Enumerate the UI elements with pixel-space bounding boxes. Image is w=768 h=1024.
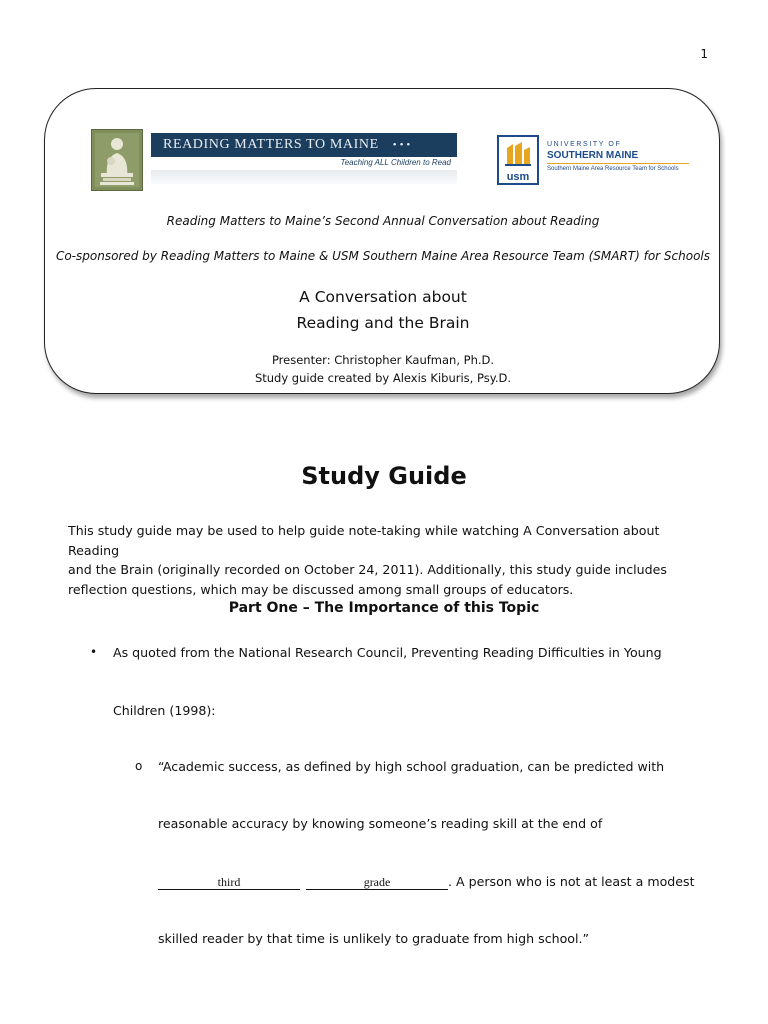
rmm-logo-name: READING MATTERS TO MAINE: [163, 137, 379, 152]
bullet-text-line2: Children (1998):: [113, 703, 216, 718]
study-guide-title: Study Guide: [301, 462, 467, 490]
usm-mark: [497, 135, 539, 185]
page-number: 1: [700, 47, 708, 61]
part-one-heading: Part One – The Importance of this Topic: [228, 600, 540, 616]
quote-line2: reasonable accuracy by knowing someone’s reading skill at the end of: [158, 816, 603, 831]
bullet-text-line1: As quoted from the National Research Council, Preventing Reading Difficulties in Young: [113, 645, 662, 660]
reading-matters-to-maine-logo: [91, 129, 457, 193]
intro-line: This study guide may be used to help guide note-taking while watching A Conversation about Reading: [68, 523, 660, 558]
quote-line1: “Academic success, as defined by high school graduation, can be predicted with: [158, 759, 665, 774]
created-by-line: Study guide created by Alexis Kiburis, Psy.D.: [254, 371, 512, 385]
quote-line4: skilled reader by that time is unlikely to graduate from high school.”: [158, 931, 590, 946]
usm-subtitle: Southern Maine Area Resource Team for Schools: [547, 166, 679, 172]
intro-paragraph: [68, 521, 708, 599]
rmm-dots: •••: [392, 139, 414, 151]
usm-mark-text: usm: [506, 171, 530, 183]
intro-line: and the Brain (originally recorded on October 24, 2011). Additionally, this study guide includes: [68, 562, 667, 577]
usm-name: SOUTHERN MAINE: [547, 150, 639, 161]
usm-sails-icon: [504, 140, 532, 168]
bullet-marker: •: [90, 645, 98, 659]
blank-answer-third: third: [158, 875, 300, 890]
header-box: [44, 88, 720, 394]
intro-line: reflection questions, which may be discussed among small groups of educators.: [68, 581, 574, 597]
usm-logo: [497, 135, 693, 187]
conversation-title-line1: A Conversation about: [299, 288, 467, 306]
rmm-banner: [151, 133, 457, 157]
reading-figure-icon: [91, 129, 143, 191]
blank-answer-grade: grade: [306, 875, 448, 890]
usm-divider: [547, 163, 689, 164]
sponsor-line: Co-sponsored by Reading Matters to Maine & USM Southern Maine Area Resource Team (SMART) for Schools: [55, 249, 711, 263]
sub-bullet-marker: o: [135, 759, 143, 773]
quote-line3-text: . A person who is not at least a modest: [448, 874, 695, 889]
presenter-line: Presenter: Christopher Kaufman, Ph.D.: [271, 353, 495, 367]
quote-line3: [158, 874, 695, 890]
conversation-title-line2: Reading and the Brain: [296, 314, 470, 332]
event-line: Reading Matters to Maine’s Second Annual Conversation about Reading: [166, 214, 600, 228]
rmm-tagline: Teaching ALL Children to Read: [151, 158, 451, 167]
usm-university-of: UNIVERSITY OF: [547, 141, 622, 148]
